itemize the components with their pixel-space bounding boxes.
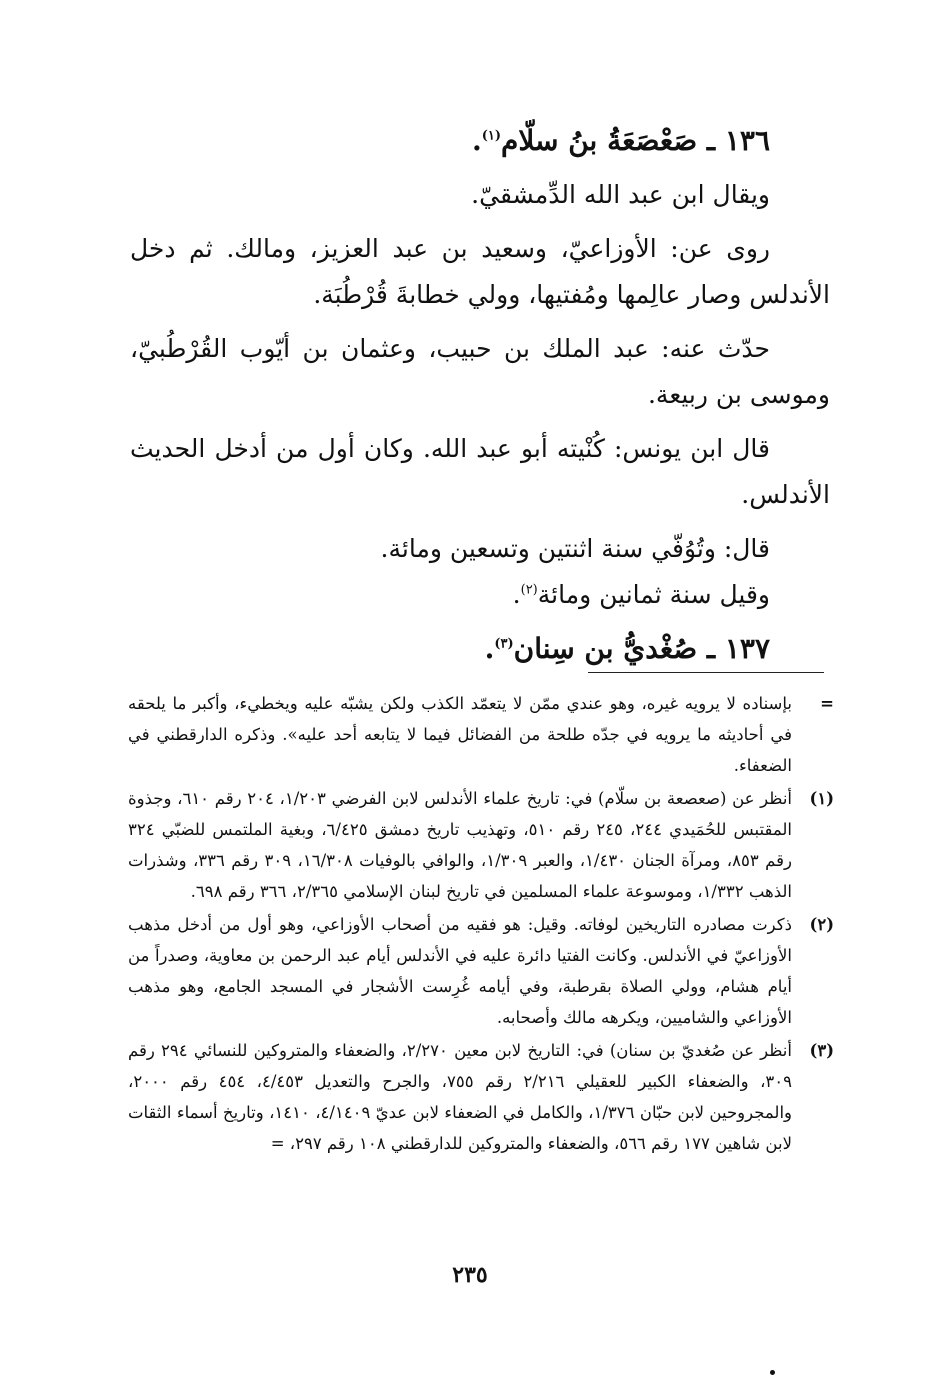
footnote (128, 688, 834, 781)
paragraph: قال: وتُوُفّي سنة اثنتين وتسعين ومائة. (380, 534, 770, 563)
footnote-text: بإسناده لا يرويه غيره، وهو عندي ممّن لا يتعمّد الكذب ولكن يشبّه عليه ويخطيء، وأكبر ما يلحقه في أحاديثه ما يرويه في جدّه طلحة من الفضائل فيما لا يتابعه أحد عليه». وذكره الدارقطني في الضعفاء. (128, 694, 792, 775)
entry-title-137: ١٣٧ ـ صُغْديُّ بن سِنان$^{(٣)}$. (484, 632, 770, 665)
paragraph-text: وقيل سنة ثمانين ومائة (537, 580, 770, 609)
footnote-marker: (٢) (809, 915, 834, 934)
footnote-ref: (٢) (520, 582, 538, 598)
entry-title-136: ١٣٦ ـ صَعْصَعَةُ بنُ سلّام$^{(١)}$. (471, 124, 770, 157)
main-text (130, 118, 830, 680)
footnote-text: أنظر عن صُغديّ بن سنان) في: التاريخ لابن معين ٢/٢٧٠، والضعفاء والمتروكين للنسائي ٢٩٤ رقم ٣٠٩، والضعفاء الكبير للعقيلي ٢/٢١٦ رقم ٧٥٥، والجرح والتعديل ٤/٤٥٣، ٤٥٤ رقم ٢٠٠٠، والمجروحين لابن حبّان ١/٣٧٦، والكامل في الضعفاء لابن عديّ ٤/١٤٠٩، ١٤١٠، وتاريخ أسماء الثقات لابن شاهين ١٧٧ رقم ٥٦٦، والضعفاء والمتروكين للدارقطني ١٠٨ رقم ٢٩٧، = (128, 1041, 793, 1153)
footnote-marker: (٣) (809, 1041, 834, 1060)
footnote-ref: (٣) (494, 636, 514, 652)
footnote-text: ذكرت مصادره التاريخين لوفاته. وقيل: هو فقيه من أصحاب الأوزاعي، وهو أول من أدخل مذهب الأوزاعيّ في الأندلس. وكانت الفتيا دائرة عليه في الأندلس أيام عبد الرحمن بن معاوية، وصدراً من أيام هشام، وولي الصلاة بقرطبة، وفي أيامه غُرِست الأشجار في المسجد الجامع، وهو مذهب الأوزاعي والشاميين، ويكرهه مالك وأصحابه. (128, 915, 792, 1027)
footnotes (128, 688, 834, 1161)
page-number: ٢٣٥ (452, 1262, 488, 1288)
footnote (128, 1035, 834, 1159)
paragraph: ويقال ابن عبد الله الدِّمشقيّ. (471, 180, 770, 209)
paragraph: قال ابن يونس: كُنْيته أبو عبد الله. وكان أول من أدخل الحديث الأندلس. (130, 434, 830, 509)
paragraph: حدّث عنه: عبد الملك بن حبيب، وعثمان بن أيّوب القُرْطُبيّ، وموسى بن ربيعة. (130, 334, 830, 409)
footnote-marker: (١) (809, 789, 834, 808)
footnote (128, 909, 834, 1033)
footnote (128, 783, 834, 907)
footnote-divider (588, 672, 824, 673)
footnote-text: أنظر عن (صعصعة بن سلّام) في: تاريخ علماء الأندلس لابن الفرضي ١/٢٠٣، ٢٠٤ رقم ٦١٠، وجذوة المقتبس للحُمَيدي ٢٤٤، ٢٤٥ رقم ٥١٠، وتهذيب تاريخ دمشق ٦/٤٢٥، وبغية الملتمس للضبّي ٣٢٤ رقم ٨٥٣، ومرآة الجنان ١/٤٣٠، والعبر ١/٣٠٩، والوافي بالوفيات ١٦/٣٠٨، ٣٠٩ رقم ٣٣٦، وشذرات الذهب ١/٣٣٢، وموسوعة علماء المسلمين في تاريخ لبنان الإسلامي ٢/٣٦٥، ٣٦٦ رقم ٦٩٨. (128, 789, 793, 901)
entry-title-text: ١٣٦ ـ صَعْصَعَةُ بنُ سلّام (500, 124, 770, 157)
scan-speck (770, 1370, 775, 1375)
paragraph: وقيل سنة ثمانين ومائة$^{(٢)}$. (512, 580, 770, 609)
entry-title-text: ١٣٧ ـ صُغْديُّ بن سِنان (513, 632, 770, 665)
footnote-marker: = (820, 694, 834, 713)
footnote-ref: (١) (481, 128, 501, 144)
paragraph: روى عن: الأوزاعيّ، وسعيد بن عبد العزيز، ومالك. ثم دخل الأندلس وصار عالِمها ومُفتيها، وولي خطابةَ قُرْطُبَة. (130, 234, 830, 309)
